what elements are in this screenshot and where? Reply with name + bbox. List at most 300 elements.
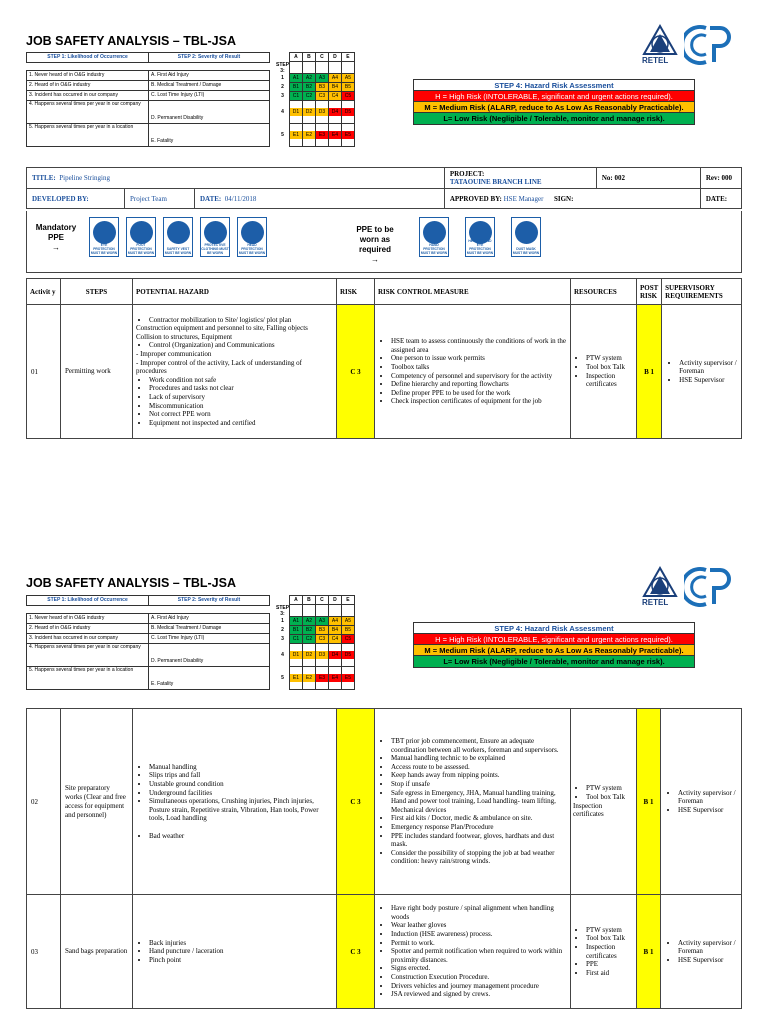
grid-cell-b5 bbox=[341, 83, 354, 92]
risk-cell-value: C4 bbox=[329, 92, 341, 100]
control-list-item: • Manual handling technic to be explained bbox=[391, 754, 567, 763]
supervisory-list bbox=[665, 789, 737, 815]
approved-label: APPROVED BY: bbox=[449, 194, 502, 203]
likelihood-severity-table bbox=[26, 595, 270, 690]
supervisory-list-item: • HSE Supervisor bbox=[678, 806, 737, 815]
grid-cell-b4 bbox=[328, 626, 341, 635]
control-list-item: • Wear leather gloves bbox=[391, 921, 567, 930]
risk-cell-value: E3 bbox=[316, 674, 328, 682]
control-list-item: • Keep hands away from nipping points. bbox=[391, 771, 567, 780]
hazard-list-item: • Hand puncture / laceration bbox=[149, 947, 333, 956]
risk-value: C 3 bbox=[337, 895, 375, 1009]
ppe-sign-icon bbox=[163, 217, 193, 257]
severity-item: B. Medical Treatment / Damage bbox=[149, 624, 270, 634]
risk-cell-value: B3 bbox=[316, 83, 328, 91]
risk-cell-value: B4 bbox=[329, 83, 341, 91]
severity-item: A. First Aid Injury bbox=[149, 71, 270, 81]
resources-cell bbox=[571, 709, 637, 895]
grid-col-header: A bbox=[289, 596, 302, 605]
control-list-item: • Toolbox talks bbox=[391, 363, 567, 372]
risk-cell-value: C3 bbox=[316, 92, 328, 100]
control-list-item: • Stop if unsafe bbox=[391, 780, 567, 789]
retel-logo bbox=[640, 24, 680, 68]
resource-list-item: Inspection certificates bbox=[573, 801, 604, 819]
step4-legend-1 bbox=[413, 79, 695, 125]
grid-cell-a3 bbox=[315, 74, 328, 83]
risk-cell-value: D4 bbox=[329, 651, 341, 659]
risk-grid bbox=[276, 595, 355, 690]
grid-row-number: 2 bbox=[281, 84, 284, 90]
grid-cell-e1 bbox=[289, 124, 302, 147]
grid-col-header: E bbox=[341, 596, 354, 605]
col-steps: STEPS bbox=[61, 279, 133, 305]
grid-cell-a4 bbox=[328, 617, 341, 626]
control-list-item: • First aid kits / Doctor, medic & ambulance on site. bbox=[391, 814, 567, 823]
ppe-sign-icon bbox=[465, 217, 495, 257]
ppe-pictogram-icon bbox=[204, 221, 227, 244]
control-list bbox=[378, 337, 567, 406]
risk-cell-value: B2 bbox=[303, 83, 315, 91]
title-value: Pipeline Stringing bbox=[59, 174, 110, 182]
revision: Rev: 000 bbox=[705, 174, 733, 182]
resources-cell bbox=[571, 895, 637, 1009]
hazard-list-item: • Work condition not safe bbox=[149, 376, 333, 385]
ppe-caption: DUST MASK MUST BE WORN bbox=[512, 247, 540, 255]
supervisory-list-item: • Activity supervisor / Foreman bbox=[678, 939, 737, 956]
ppe-caption: HAND PROTECTION MUST BE WORN bbox=[420, 243, 448, 255]
col-risk: RISK bbox=[337, 279, 375, 305]
hazard-list bbox=[136, 939, 333, 965]
risk-low-legend: L= Low Risk (Negligible / Tolerable, monitor and manage risk). bbox=[414, 113, 694, 124]
ppe-caption: EYE PROTECTION MUST BE WORN bbox=[90, 243, 118, 255]
likelihood-item: 2. Heard of in O&G industry bbox=[27, 81, 149, 91]
grid-cell-c5 bbox=[341, 635, 354, 644]
risk-cell-value: B1 bbox=[290, 626, 302, 634]
control-list-item: • Permit to work. bbox=[391, 939, 567, 948]
grid-cell-e3 bbox=[315, 667, 328, 690]
control-list-item: • Define hierarchy and reporting flowcharts bbox=[391, 380, 567, 389]
control-list-item: • Define proper PPE to be used for the work bbox=[391, 389, 567, 398]
grid-cell-d3 bbox=[315, 101, 328, 124]
control-cell bbox=[375, 305, 571, 439]
grid-cell-e5 bbox=[341, 667, 354, 690]
ppe-sign-icon bbox=[126, 217, 156, 257]
grid-blank bbox=[302, 605, 315, 617]
likelihood-item: 3. Incident has occurred in our company bbox=[27, 634, 149, 644]
control-list-item: • Competency of personnel and supervisory for the activity bbox=[391, 372, 567, 381]
control-list-item: • Construction Execution Procedure. bbox=[391, 973, 567, 982]
risk-value: C 3 bbox=[337, 305, 375, 439]
grid-col-header: B bbox=[302, 53, 315, 62]
resource-list bbox=[573, 354, 634, 388]
severity-item: D. Permanent Disability bbox=[149, 644, 270, 667]
ppe-caption: PROTECTIVE CLOTHING MUST BE WORN bbox=[201, 243, 229, 255]
control-list-item: • HSE team to assess continuously the conditions of work in the assigned area bbox=[391, 337, 567, 354]
severity-item: C. Lost Time Injury (LTI) bbox=[149, 634, 270, 644]
grid-blank bbox=[315, 62, 328, 74]
doc-number: No: 002 bbox=[601, 174, 625, 182]
risk-cell-value: B5 bbox=[342, 83, 354, 91]
step2-header: STEP 2: Severity of Result bbox=[149, 596, 270, 606]
company-logo-icon-2 bbox=[684, 564, 734, 610]
spacer bbox=[27, 63, 270, 71]
hazard-list bbox=[136, 316, 333, 428]
grid-cell-c3 bbox=[315, 635, 328, 644]
likelihood-item: 4. Happens several times per year in our company bbox=[27, 101, 149, 124]
developed-value: Project Team bbox=[125, 189, 195, 209]
sign-label: SIGN: bbox=[553, 194, 574, 203]
resource-list-item: • PTW system bbox=[586, 784, 634, 793]
grid-cell-a4 bbox=[328, 74, 341, 83]
ppe-pictogram-icon bbox=[423, 221, 446, 244]
ppe-caption: HEAD PROTECTION MUST BE WORN bbox=[238, 243, 266, 255]
hazard-list-item: • Simultaneous operations, Crushing injuries, Pinch injuries, Posture strain, Repetitive strain, Vibration, Han tools, Power tools, Load handling bbox=[149, 797, 333, 823]
jsa-table-2 bbox=[26, 708, 742, 1009]
approved-value: HSE Manager bbox=[503, 194, 544, 203]
grid-blank bbox=[302, 62, 315, 74]
hazard-list-item: - Improper communication bbox=[136, 350, 212, 359]
doc-title-2: JOB SAFETY ANALYSIS – TBL-JSA bbox=[26, 576, 236, 590]
hazard-list-item: - Improper control of the activity, Lack of understanding of procedures bbox=[136, 358, 302, 376]
logo-text: RETEL bbox=[642, 56, 669, 65]
risk-cell-value: A4 bbox=[329, 74, 341, 82]
resource-list-item: • First aid bbox=[586, 969, 634, 978]
risk-cell-value: C3 bbox=[316, 635, 328, 643]
ppe-sign-icon bbox=[89, 217, 119, 257]
grid-row-number: 3 bbox=[281, 636, 284, 642]
grid-col-header: C bbox=[315, 53, 328, 62]
post-risk-value: B 1 bbox=[637, 709, 661, 895]
grid-cell-b3 bbox=[315, 83, 328, 92]
post-risk-value: B 1 bbox=[637, 305, 662, 439]
severity-item: D. Permanent Disability bbox=[149, 101, 270, 124]
grid-cell-b2 bbox=[302, 626, 315, 635]
grid-row-number: 4 bbox=[281, 652, 284, 658]
control-list-item: • Drivers vehicles and journey management procedure bbox=[391, 982, 567, 991]
col-resources: RESOURCES bbox=[571, 279, 637, 305]
hazard-cell bbox=[133, 895, 337, 1009]
col-hazard: POTENTIAL HAZARD bbox=[133, 279, 337, 305]
ppe-section bbox=[26, 211, 742, 273]
grid-corner bbox=[276, 53, 289, 62]
grid-col-header: C bbox=[315, 596, 328, 605]
grid-cell-d4 bbox=[328, 644, 341, 667]
developed-label: DEVELOPED BY: bbox=[32, 194, 89, 203]
hazard-list-item: • Bad weather bbox=[149, 832, 333, 841]
supervisory-cell bbox=[661, 709, 742, 895]
post-risk-value: B 1 bbox=[637, 895, 661, 1009]
table-row bbox=[27, 709, 742, 895]
logo-text-2: RETEL bbox=[642, 598, 669, 607]
risk-cell-value: D5 bbox=[342, 108, 354, 116]
grid-cell-c4 bbox=[328, 92, 341, 101]
likelihood-item: 2. Heard of in O&G industry bbox=[27, 624, 149, 634]
resource-list-item: • PTW system bbox=[586, 354, 634, 363]
resource-list-item: • PTW system bbox=[586, 926, 634, 935]
grid-cell-e1 bbox=[289, 667, 302, 690]
ppe-sign-icon bbox=[511, 217, 541, 257]
grid-cell-a2 bbox=[302, 74, 315, 83]
grid-cell-c4 bbox=[328, 635, 341, 644]
risk-cell-value: C4 bbox=[329, 635, 341, 643]
hazard-list-item: • Manual handling bbox=[149, 763, 333, 772]
grid-cell-b1 bbox=[289, 83, 302, 92]
risk-cell-value: D4 bbox=[329, 108, 341, 116]
grid-cell-b2 bbox=[302, 83, 315, 92]
grid-cell-d1 bbox=[289, 644, 302, 667]
hazard-list-item: • Pinch point bbox=[149, 956, 333, 965]
col-post-risk: POST RISK bbox=[637, 279, 662, 305]
resource-list-item: • PPE bbox=[586, 960, 634, 969]
grid-cell-c5 bbox=[341, 92, 354, 101]
step4-title: STEP 4: Hazard Risk Assessment bbox=[414, 623, 694, 634]
risk-low-legend: L= Low Risk (Negligible / Tolerable, monitor and manage risk). bbox=[414, 656, 694, 667]
grid-cell-d1 bbox=[289, 101, 302, 124]
resource-list-item: • Tool box Talk bbox=[586, 793, 634, 802]
hazard-list-item: • Equipment not inspected and certified bbox=[149, 419, 333, 428]
control-list-item: • Have right body posture / spinal alignment when handling woods bbox=[391, 904, 567, 921]
risk-grid bbox=[276, 52, 355, 147]
hazard-list-item: • Underground facilities bbox=[149, 789, 333, 798]
resource-list-item: • Tool box Talk bbox=[586, 934, 634, 943]
grid-cell-a3 bbox=[315, 617, 328, 626]
risk-cell-value: A3 bbox=[316, 74, 328, 82]
grid-cell-e4 bbox=[328, 124, 341, 147]
risk-cell-value: D3 bbox=[316, 108, 328, 116]
risk-matrix-1 bbox=[26, 52, 352, 147]
ppe-caption: FOOT PROTECTION MUST BE WORN bbox=[127, 243, 155, 255]
grid-col-header: A bbox=[289, 53, 302, 62]
risk-cell-value: E5 bbox=[342, 674, 354, 682]
control-cell bbox=[375, 895, 571, 1009]
grid-row-number: 1 bbox=[281, 75, 284, 81]
control-list-item: • One person to issue work permits bbox=[391, 354, 567, 363]
grid-cell-c1 bbox=[289, 635, 302, 644]
risk-cell-value: E5 bbox=[342, 131, 354, 139]
col-activity: Activit y bbox=[27, 279, 61, 305]
hazard-list-item: • Unstable ground condition bbox=[149, 780, 333, 789]
grid-row-number: 4 bbox=[281, 109, 284, 115]
ppe-sign-icon bbox=[419, 217, 449, 257]
ppe-pictogram-icon bbox=[167, 221, 190, 244]
grid-cell-b4 bbox=[328, 83, 341, 92]
risk-high-legend: H = High Risk (INTOLERABLE, significant and urgent actions required). bbox=[414, 634, 694, 645]
resource-list bbox=[573, 784, 634, 818]
hazard-cell bbox=[133, 709, 337, 895]
grid-cell-e3 bbox=[315, 124, 328, 147]
activity-number: 02 bbox=[27, 709, 61, 895]
hazard-list-item: • Back injuries bbox=[149, 939, 333, 948]
risk-cell-value: D2 bbox=[303, 108, 315, 116]
risk-cell-value: B4 bbox=[329, 626, 341, 634]
ppe-caption: SAFETY VEST MUST BE WORN bbox=[164, 247, 192, 255]
grid-row-number: 3 bbox=[281, 93, 284, 99]
risk-cell-value: E3 bbox=[316, 131, 328, 139]
title-label: TITLE: bbox=[32, 174, 56, 182]
grid-cell-d3 bbox=[315, 644, 328, 667]
severity-item: C. Lost Time Injury (LTI) bbox=[149, 91, 270, 101]
grid-cell-d4 bbox=[328, 101, 341, 124]
grid-row-number: 5 bbox=[281, 675, 284, 681]
hazard-list-item: • Procedures and tasks not clear bbox=[149, 384, 333, 393]
control-list-item: • Induction (HSE awareness) process. bbox=[391, 930, 567, 939]
ppe-caption: HEARING AND EYE PROTECTION MUST BE WORN bbox=[466, 239, 494, 255]
control-list-item: • Safe egress in Emergency, JHA, Manual handling training, Hand and power tool training, Load handling- team lifting, Mechanical devices bbox=[391, 789, 567, 815]
grid-cell-c1 bbox=[289, 92, 302, 101]
project-value: TATAOUINE BRANCH LINE bbox=[449, 178, 542, 186]
step-name: Permitting work bbox=[61, 305, 133, 439]
risk-cell-value: C5 bbox=[342, 92, 354, 100]
hazard-list bbox=[136, 763, 333, 840]
grid-cell-a2 bbox=[302, 617, 315, 626]
hazard-list-item: • Lack of supervisory bbox=[149, 393, 333, 402]
hazard-list-item: • Not correct PPE worn bbox=[149, 410, 333, 419]
risk-medium-legend: M = Medium Risk (ALARP, reduce to As Low As Reasonably Practicable). bbox=[414, 645, 694, 656]
supervisory-cell bbox=[662, 305, 742, 439]
control-list-item: • JSA reviewed and signed by crews. bbox=[391, 990, 567, 999]
risk-cell-value: B5 bbox=[342, 626, 354, 634]
risk-high-legend: H = High Risk (INTOLERABLE, significant and urgent actions required). bbox=[414, 91, 694, 102]
resources-cell bbox=[571, 305, 637, 439]
grid-cell-d2 bbox=[302, 101, 315, 124]
risk-matrix-2 bbox=[26, 595, 352, 690]
likelihood-item: 3. Incident has occurred in our company bbox=[27, 91, 149, 101]
risk-cell-value: B2 bbox=[303, 626, 315, 634]
risk-cell-value: B1 bbox=[290, 83, 302, 91]
grid-cell-e4 bbox=[328, 667, 341, 690]
resource-list bbox=[573, 926, 634, 978]
severity-item: E. Fatality bbox=[149, 667, 270, 690]
col-control: RISK CONTROL MEASURE bbox=[375, 279, 571, 305]
control-list-item: • Signs erected. bbox=[391, 964, 567, 973]
supervisory-list-item: • HSE Supervisor bbox=[678, 956, 737, 965]
control-list-item: • Spotter and permit notification when required to work within proximity distances. bbox=[391, 947, 567, 964]
grid-col-header: D bbox=[328, 596, 341, 605]
risk-cell-value: E1 bbox=[290, 131, 302, 139]
grid-blank bbox=[328, 62, 341, 74]
risk-cell-value: E1 bbox=[290, 674, 302, 682]
risk-cell-value: A5 bbox=[342, 617, 354, 625]
likelihood-item: 5. Happens several times per year in a location bbox=[27, 667, 149, 690]
retel-logo-2 bbox=[640, 566, 680, 610]
ppe-sign-icon bbox=[237, 217, 267, 257]
step2-header: STEP 2: Severity of Result bbox=[149, 53, 270, 63]
grid-cell-c2 bbox=[302, 635, 315, 644]
grid-cell-d5 bbox=[341, 101, 354, 124]
grid-cell-c2 bbox=[302, 92, 315, 101]
control-list-item: • Access route to be assessed. bbox=[391, 763, 567, 772]
grid-row-number: 2 bbox=[281, 627, 284, 633]
risk-cell-value: E2 bbox=[303, 131, 315, 139]
grid-blank bbox=[315, 605, 328, 617]
step-name: Site preparatory works (Clear and free access for equipment and personnel) bbox=[61, 709, 133, 895]
resource-list-item: • Inspection certificates bbox=[586, 943, 634, 960]
grid-cell-a1 bbox=[289, 617, 302, 626]
grid-cell-b5 bbox=[341, 626, 354, 635]
grid-col-header: B bbox=[302, 596, 315, 605]
risk-cell-value: C2 bbox=[303, 92, 315, 100]
grid-col-header: D bbox=[328, 53, 341, 62]
risk-cell-value: C5 bbox=[342, 635, 354, 643]
risk-cell-value: A2 bbox=[303, 617, 315, 625]
company-logo-icon bbox=[684, 22, 734, 68]
activity-number: 01 bbox=[27, 305, 61, 439]
control-list-item: • PPE includes standard footwear, gloves, hardhats and dust mask. bbox=[391, 832, 567, 849]
risk-cell-value: C2 bbox=[303, 635, 315, 643]
grid-col-header: E bbox=[341, 53, 354, 62]
step3-label: STEP 3: bbox=[276, 61, 290, 74]
severity-item: A. First Aid Injury bbox=[149, 614, 270, 624]
hazard-list-item: • Control (Organization) and Communications bbox=[149, 341, 333, 350]
risk-cell-value: D1 bbox=[290, 108, 302, 116]
risk-cell-value: A5 bbox=[342, 74, 354, 82]
activity-number: 03 bbox=[27, 895, 61, 1009]
risk-cell-value: A1 bbox=[290, 74, 302, 82]
ppe-pictogram-icon bbox=[93, 221, 116, 244]
risk-cell-value: A2 bbox=[303, 74, 315, 82]
risk-cell-value: D2 bbox=[303, 651, 315, 659]
supervisory-list-item: • Activity supervisor / Foreman bbox=[679, 359, 737, 376]
hazard-list-item: • Miscommunication bbox=[149, 402, 333, 411]
control-cell bbox=[375, 709, 571, 895]
step3-label: STEP 3: bbox=[276, 604, 290, 617]
control-list-item: • Check inspection certificates of equipment for the job bbox=[391, 397, 567, 406]
supervisory-list bbox=[665, 939, 737, 965]
risk-cell-value: D3 bbox=[316, 651, 328, 659]
supervisory-list-item: • Activity supervisor / Foreman bbox=[678, 789, 737, 806]
grid-cell-b1 bbox=[289, 626, 302, 635]
grid-cell-a5 bbox=[341, 617, 354, 626]
grid-cell-a1 bbox=[289, 74, 302, 83]
date-label: DATE: bbox=[200, 194, 222, 203]
risk-cell-value: B3 bbox=[316, 626, 328, 634]
likelihood-severity-table bbox=[26, 52, 270, 147]
risk-medium-legend: M = Medium Risk (ALARP, reduce to As Low As Reasonably Practicable). bbox=[414, 102, 694, 113]
ppe-sign-icon bbox=[200, 217, 230, 257]
risk-cell-value: C1 bbox=[290, 635, 302, 643]
grid-row-number: 5 bbox=[281, 132, 284, 138]
resource-list-item: • Inspection certificates bbox=[586, 372, 634, 389]
control-list-item: • Emergency response Plan/Procedure bbox=[391, 823, 567, 832]
risk-cell-value: C1 bbox=[290, 92, 302, 100]
jsa-table-1 bbox=[26, 278, 742, 439]
resource-list-item: • Tool box Talk bbox=[586, 363, 634, 372]
step4-legend-2 bbox=[413, 622, 695, 668]
hazard-cell bbox=[133, 305, 337, 439]
table-row bbox=[27, 305, 742, 439]
control-list bbox=[378, 904, 567, 999]
ppe-pictogram-icon bbox=[130, 221, 153, 244]
likelihood-item: 4. Happens several times per year in our company bbox=[27, 644, 149, 667]
control-list-item: • Consider the possibility of stopping the job at bad weather condition: heavy rain/strong winds. bbox=[391, 849, 567, 866]
date2-label: DATE: bbox=[705, 194, 728, 203]
grid-cell-d2 bbox=[302, 644, 315, 667]
risk-cell-value: D5 bbox=[342, 651, 354, 659]
risk-cell-value: A3 bbox=[316, 617, 328, 625]
risk-cell-value: A1 bbox=[290, 617, 302, 625]
ppe-pictogram-icon bbox=[241, 221, 264, 244]
table-row bbox=[27, 895, 742, 1009]
grid-cell-a5 bbox=[341, 74, 354, 83]
project-label: PROJECT: bbox=[449, 170, 485, 178]
control-list bbox=[378, 737, 567, 866]
grid-blank bbox=[341, 605, 354, 617]
step1-header: STEP 1: Likelihood of Occurrence bbox=[27, 596, 149, 606]
date-value: 04/11/2018 bbox=[224, 194, 257, 203]
step4-title: STEP 4: Hazard Risk Assessment bbox=[414, 80, 694, 91]
supervisory-cell bbox=[661, 895, 742, 1009]
likelihood-item: 5. Happens several times per year in a location bbox=[27, 124, 149, 147]
